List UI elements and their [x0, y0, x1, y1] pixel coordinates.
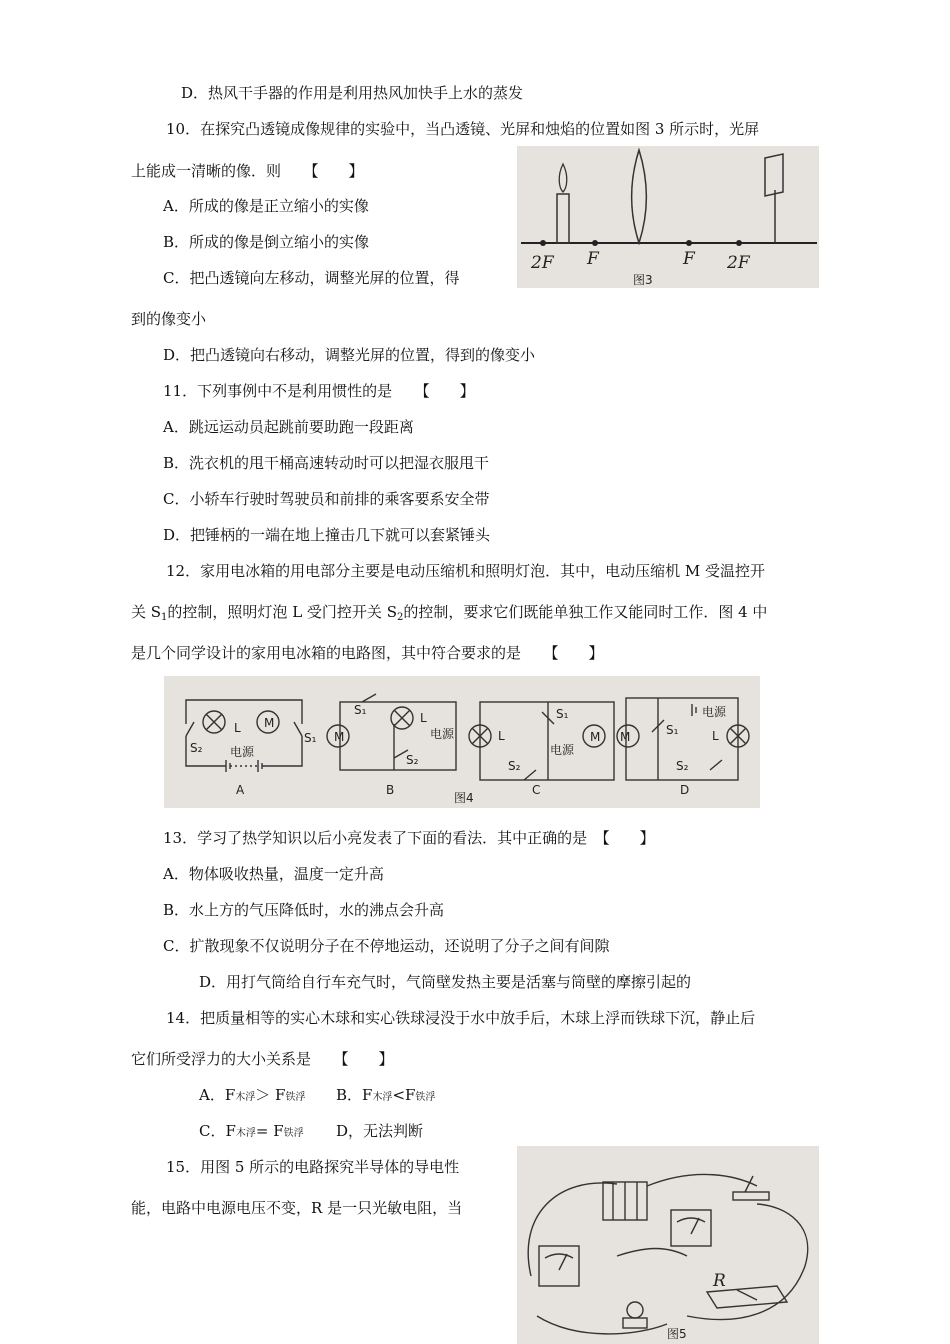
q11-option-c: C．小轿车行驶时驾驶员和前排的乘客要系安全带	[163, 490, 490, 508]
q14-option-c: C．F木浮= F铁浮	[199, 1122, 304, 1140]
label-m-d: M	[620, 730, 631, 744]
figure-4-circuits	[164, 676, 760, 808]
light-screen-icon	[765, 154, 783, 196]
figure-3-optical-bench	[517, 146, 819, 288]
label-m-b: M	[334, 730, 345, 744]
q11-stem: 11．下列事例中不是利用惯性的是 【 】	[163, 382, 475, 400]
q12-stem-line2: 关 $S_1$的控制，照明灯泡 L 受门控开关 $S_2$的控制，要求它们既能单独工作又能同时工作．图 4 中	[131, 603, 768, 623]
label-m-c: M	[590, 730, 601, 744]
label-option-a: A	[236, 783, 245, 797]
label-s2-a: S₂	[190, 741, 203, 755]
focal-point-f-left	[592, 240, 598, 246]
label-l-c: L	[498, 729, 505, 743]
wire	[647, 1174, 757, 1186]
label-2f-right: 2F	[727, 253, 750, 273]
q10-option-c-line2: 到的像变小	[131, 310, 207, 328]
q14-option-b: B．F木浮<F铁浮	[336, 1086, 436, 1104]
focal-point-f-right	[686, 240, 692, 246]
q14-stem-line2: 它们所受浮力的大小关系是 【 】	[131, 1050, 394, 1068]
q14-option-a: A．F木浮＞ F铁浮	[199, 1086, 306, 1104]
label-s1-c: S₁	[556, 707, 569, 721]
focal-point-2f-right	[736, 240, 742, 246]
label-l-d: L	[712, 729, 719, 743]
q13-stem: 13．学习了热学知识以后小亮发表了下面的看法．其中正确的是 【 】	[163, 829, 655, 847]
label-2f-left: 2F	[531, 253, 554, 273]
q10-option-a: A．所成的像是正立缩小的实像	[163, 197, 369, 215]
label-source-b: 电源	[430, 727, 455, 741]
figure-4-caption: 图4	[454, 791, 474, 805]
label-option-d: D	[680, 783, 690, 797]
ammeter-icon	[671, 1210, 711, 1246]
q10-stem-line1: 10．在探究凸透镜成像规律的实验中，当凸透镜、光屏和烛焰的位置如图 3 所示时，光屏	[166, 120, 760, 138]
q15-stem-line2: 能，电路中电源电压不变，R 是一只光敏电阻，当	[131, 1199, 463, 1217]
figure-3-caption: 图3	[633, 273, 653, 287]
label-f-right: F	[683, 249, 695, 269]
label-s1-b: S₁	[354, 703, 367, 717]
label-l-a: L	[234, 721, 241, 735]
q10-option-b: B．所成的像是倒立缩小的实像	[163, 233, 370, 251]
label-s2-d: S₂	[676, 759, 689, 773]
figure-5-apparatus	[517, 1146, 819, 1344]
circuit-a	[186, 700, 302, 772]
focal-point-2f-left	[540, 240, 546, 246]
label-option-b: B	[386, 783, 395, 797]
q11-option-d: D．把锤柄的一端在地上撞击几下就可以套紧锤头	[163, 526, 491, 544]
label-source-a: 电源	[230, 745, 255, 759]
figure-5-caption: 图5	[667, 1327, 687, 1341]
wire	[617, 1249, 687, 1257]
battery-icon	[603, 1182, 647, 1220]
q13-option-d: D．用打气筒给自行车充气时，气筒壁发热主要是活塞与筒壁的摩擦引起的	[199, 973, 692, 991]
q14-option-d: D，无法判断	[336, 1122, 424, 1140]
label-l-b: L	[420, 711, 427, 725]
q10-stem-line2: 上能成一清晰的像．则 【 】	[131, 162, 364, 180]
q9-option-d: D．热风干手器的作用是利用热风加快手上水的蒸发	[181, 84, 524, 102]
q11-option-a: A．跳远运动员起跳前要助跑一段距离	[163, 418, 414, 436]
q12-stem-line1: 12．家用电冰箱的用电部分主要是电动压缩机和照明灯泡．其中，电动压缩机 M 受温控开	[166, 562, 765, 580]
lamp-icon	[623, 1302, 647, 1328]
label-source-c: 电源	[550, 743, 575, 757]
q12-stem-line3: 是几个同学设计的家用电冰箱的电路图，其中符合要求的是 【 】	[131, 644, 604, 662]
label-source-d: 电源	[702, 705, 727, 719]
q11-option-b: B．洗衣机的甩干桶高速转动时可以把湿衣服甩干	[163, 454, 490, 472]
label-s1-a: S₁	[304, 731, 317, 745]
label-f-left: F	[587, 249, 599, 269]
label-r: R	[713, 1271, 726, 1291]
convex-lens-icon	[632, 150, 647, 243]
label-option-c: C	[532, 783, 541, 797]
q14-stem-line1: 14．把质量相等的实心木球和实心铁球浸没于水中放手后，木球上浮而铁球下沉，静止后	[166, 1009, 756, 1027]
q13-option-b: B．水上方的气压降低时，水的沸点会升高	[163, 901, 445, 919]
label-m-a: M	[264, 716, 275, 730]
label-s2-c: S₂	[508, 759, 521, 773]
q15-stem-line1: 15．用图 5 所示的电路探究半导体的导电性	[166, 1158, 460, 1176]
label-s2-b: S₂	[406, 753, 419, 767]
flame-icon	[559, 164, 567, 192]
label-s1-d: S₁	[666, 723, 679, 737]
voltmeter-icon	[539, 1246, 579, 1286]
q13-option-c: C．扩散现象不仅说明分子在不停地运动，还说明了分子之间有间隙	[163, 937, 610, 955]
q10-option-c-line1: C．把凸透镜向左移动，调整光屏的位置，得	[163, 269, 460, 287]
q13-option-a: A．物体吸收热量，温度一定升高	[163, 865, 384, 883]
candle-icon	[557, 194, 569, 243]
q10-option-d: D．把凸透镜向右移动，调整光屏的位置，得到的像变小	[163, 346, 536, 364]
